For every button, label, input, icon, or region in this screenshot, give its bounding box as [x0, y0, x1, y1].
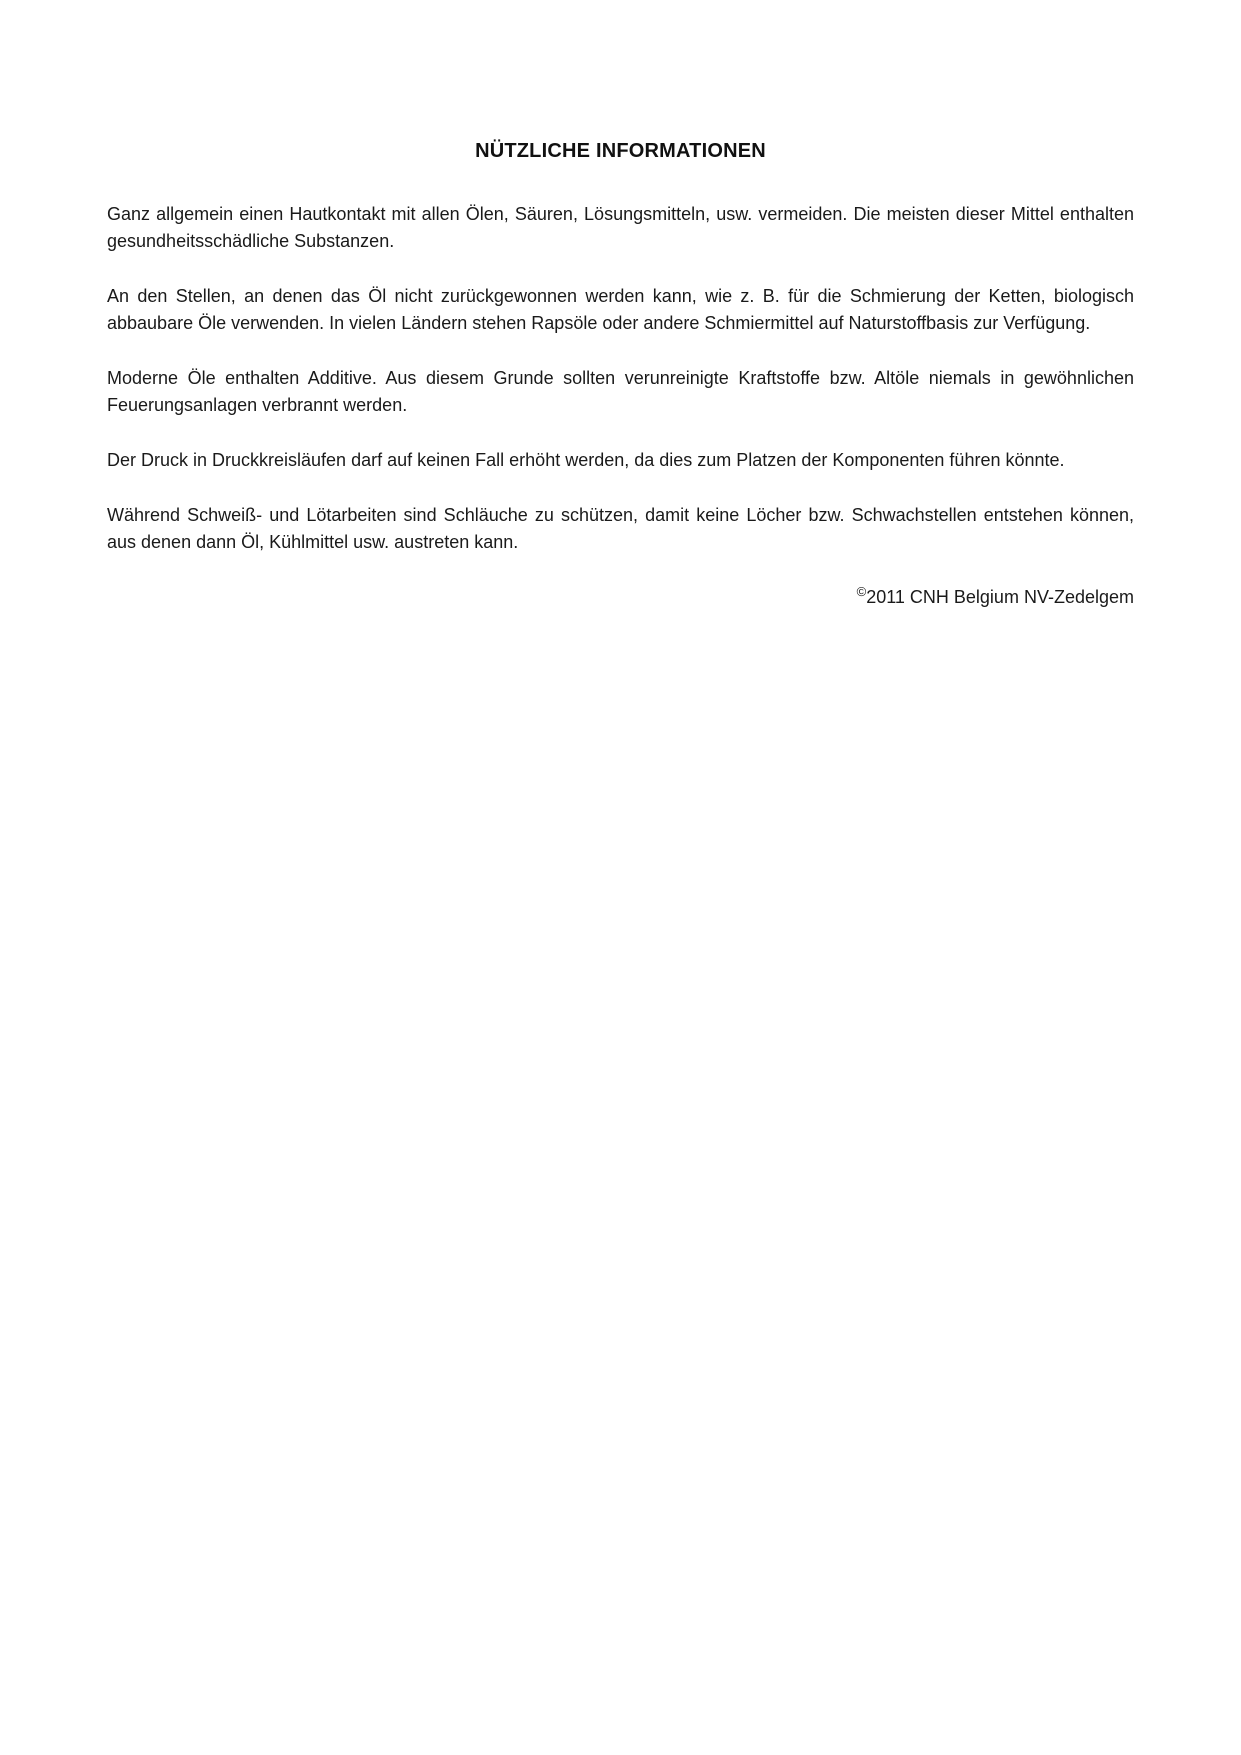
copyright-line [107, 584, 1134, 611]
paragraph-pressure-circuits: Der Druck in Druckkreisläufen darf auf keinen Fall erhöht werden, da dies zum Platzen der Komponenten führen könnte. [107, 450, 1065, 470]
copyright-text: 2011 CNH Belgium NV-Zedelgem [866, 587, 1134, 607]
paragraph-biodegradable-oils: An den Stellen, an denen das Öl nicht zurückgewonnen werden kann, wie z. B. für die Schmierung der Ketten, biologisch abbaubare Öle verwenden. In vielen Ländern stehen Rapsöle oder andere Schmiermittel auf Naturstoffbasis zur Verfügung. [107, 286, 1134, 333]
copyright-symbol: © [856, 584, 867, 599]
paragraph-skin-contact: Ganz allgemein einen Hautkontakt mit allen Ölen, Säuren, Lösungsmitteln, usw. vermeiden. Die meisten dieser Mittel enthalten gesundheitsschädliche Substanzen. [107, 204, 1134, 251]
page-title: NÜTZLICHE INFORMATIONEN [475, 140, 766, 162]
paragraph-additives: Moderne Öle enthalten Additive. Aus diesem Grunde sollten verunreinigte Kraftstoffe bzw. Altöle niemals in gewöhnlichen Feuerungsanlagen verbrannt werden. [107, 368, 1134, 415]
paragraph-welding: Während Schweiß- und Lötarbeiten sind Schläuche zu schützen, damit keine Löcher bzw. Schwachstellen entstehen können, aus denen dann Öl, Kühlmittel usw. austreten kann. [107, 505, 1134, 552]
